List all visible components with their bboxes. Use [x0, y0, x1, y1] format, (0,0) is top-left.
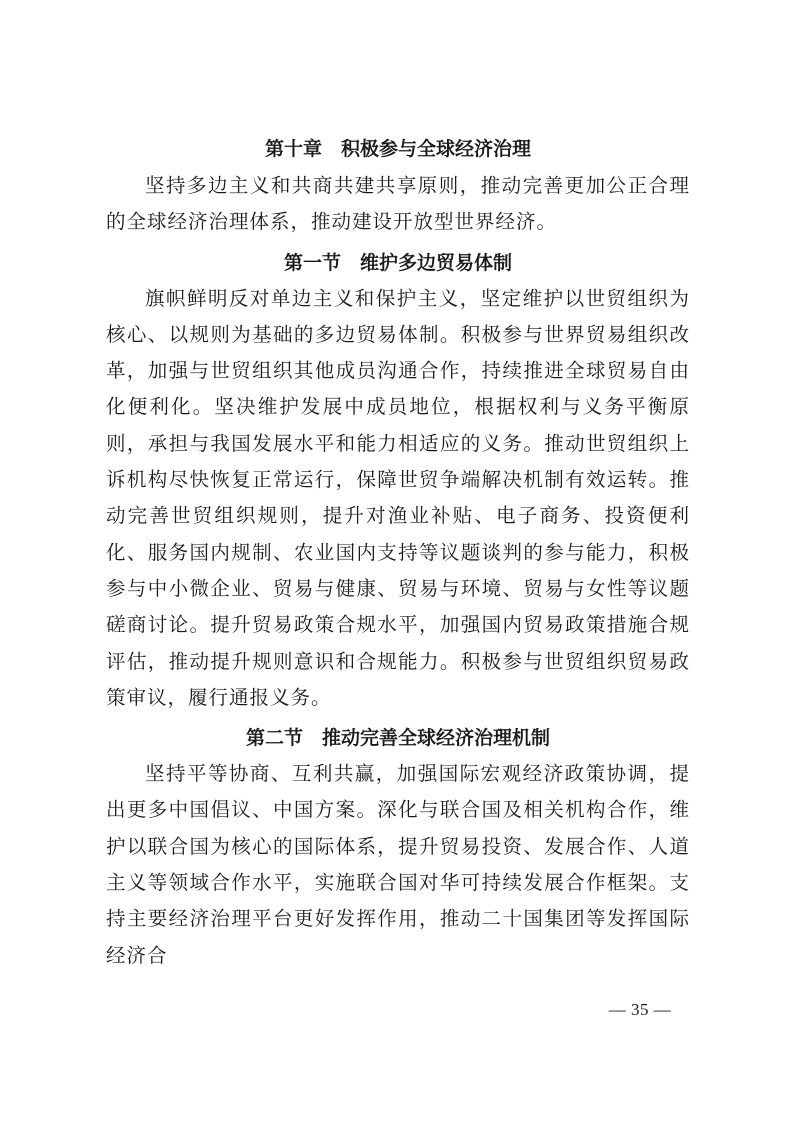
section-2-paragraph: 坚持平等协商、互利共赢，加强国际宏观经济政策协调，提出更多中国倡议、中国方案。深化与联合国及相关机构合作，维护以联合国为核心的国际体系，提升贸易投资、发展合作、人道主义等领域合作水平，实施联合国对华可持续发展合作框架。支持主要经济治理平台更好发挥作用，推动二十国集团等发挥国际经济合: [106, 762, 690, 967]
chapter-title: 第十章 积极参与全球经济治理: [264, 138, 531, 160]
section-1-paragraph: 旗帜鲜明反对单边主义和保护主义，坚定维护以世贸组织为核心、以规则为基础的多边贸易体制。积极参与世界贸易组织改革，加强与世贸组织其他成员沟通合作，持续推进全球贸易自由化便利化。坚决维护发展中成员地位，根据权利与义务平衡原则，承担与我国发展水平和能力相适应的义务。推动世贸组织上诉机构尽快恢复正常运行，保障世贸争端解决机制有效运转。推动完善世贸组织规则，提升对渔业补贴、电子商务、投资便利化、服务国内规制、农业国内支持等议题谈判的参与能力，积极参与中小微企业、贸易与健康、贸易与环境、贸易与女性等议题磋商讨论。提升贸易政策合规水平，加强国内贸易政策措施合规评估，推动提升规则意识和合规能力。积极参与世贸组织贸易政策审议，履行通报义务。: [106, 286, 690, 709]
page-number: — 35 —: [608, 1000, 672, 1019]
chapter-intro-paragraph: 坚持多边主义和共商共建共享原则，推动完善更加公正合理的全球经济治理体系，推动建设开放型世界经济。: [106, 174, 690, 234]
document-body: [106, 130, 690, 974]
section-2-title: 第二节 推动完善全球经济治理机制: [245, 727, 550, 750]
section-1-title: 第一节 维护多边贸易体制: [283, 251, 512, 274]
